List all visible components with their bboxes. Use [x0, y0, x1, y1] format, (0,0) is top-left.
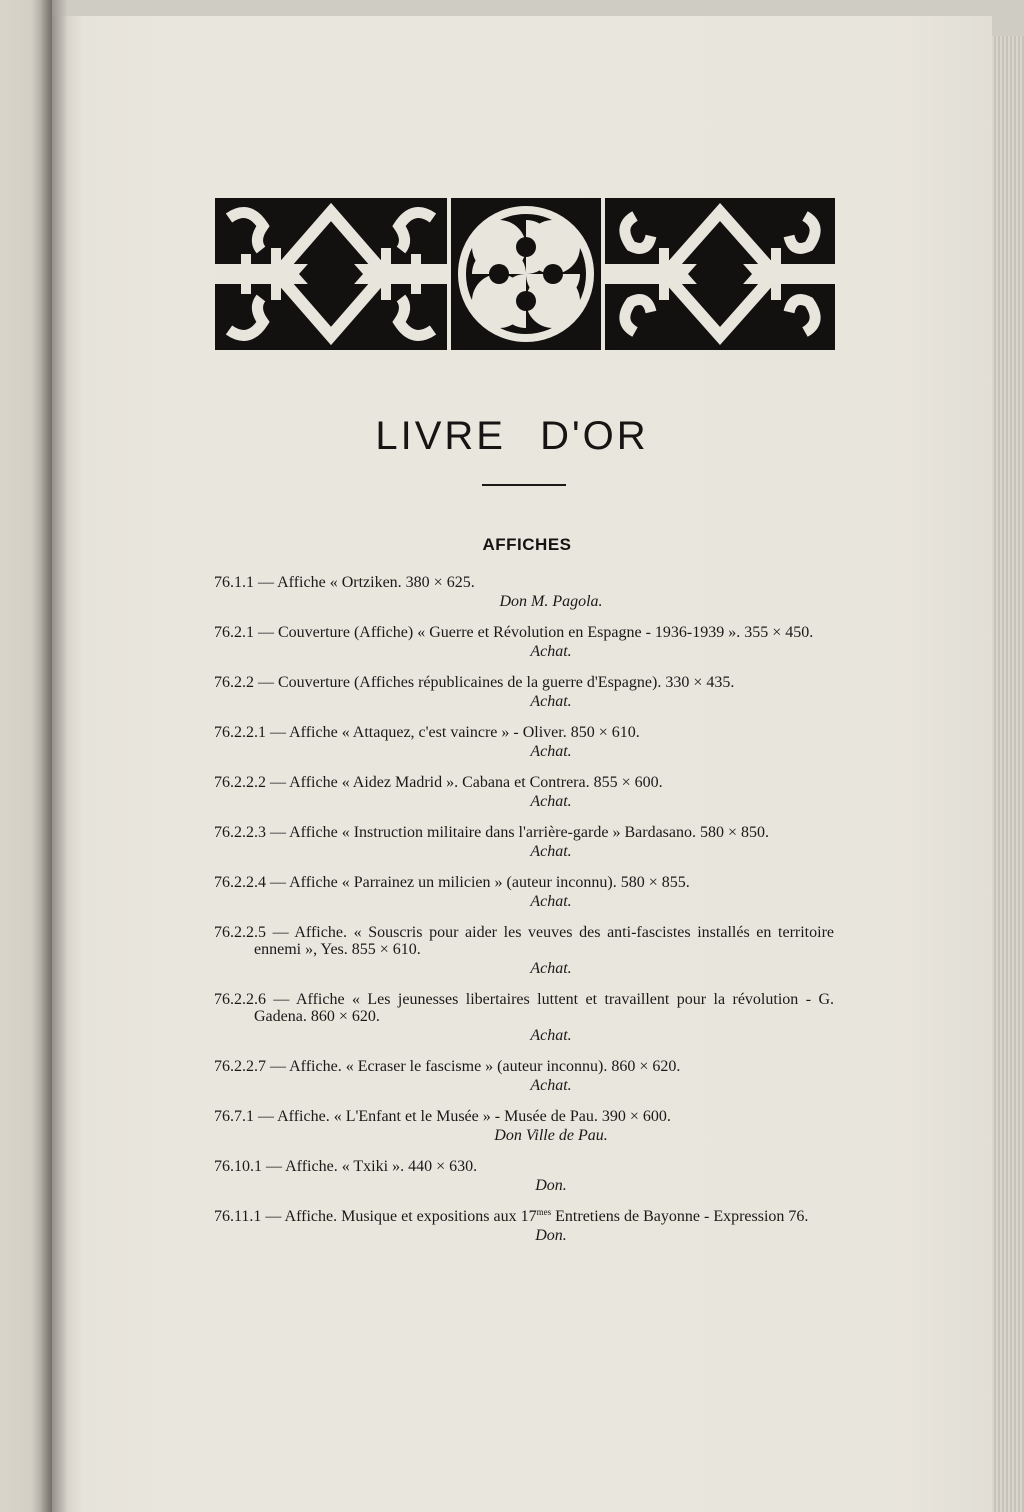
entry-text: 76.10.1 — Affiche. « Txiki ». 440 × 630. — [214, 1158, 478, 1175]
entry-source: Don Ville de Pau. — [494, 1127, 608, 1144]
entry-source: Don. — [535, 1227, 567, 1244]
entry-text — [214, 1208, 834, 1225]
entry-text: 76.2.2.6 — Affiche « Les jeunesses libertaires luttent et travaillent pour la révolution - G. Gadena. 860 × 620. — [214, 991, 834, 1025]
entry-text: 76.7.1 — Affiche. « L'Enfant et le Musée » - Musée de Pau. 390 × 600. — [214, 1108, 671, 1125]
entry-source: Achat. — [530, 893, 572, 910]
entry-source: Achat. — [530, 693, 572, 710]
entry-source: Achat. — [530, 960, 572, 977]
list-item — [214, 1208, 834, 1244]
entry-source: Don. — [535, 1177, 567, 1194]
list-item — [214, 574, 834, 610]
entry-source: Achat. — [530, 643, 572, 660]
list-item — [214, 924, 834, 977]
entry-text: 76.2.2.4 — Affiche « Parrainez un milicien » (auteur inconnu). 580 × 855. — [214, 874, 690, 891]
list-item — [214, 774, 834, 810]
entry-text-part: 76.11.1 — Affiche. Musique et expositions aux 17 — [214, 1208, 537, 1225]
entry-text: 76.2.2.7 — Affiche. « Ecraser le fascisme » (auteur inconnu). 860 × 620. — [214, 1058, 681, 1075]
list-item — [214, 1158, 834, 1194]
list-item — [214, 1108, 834, 1144]
ordinal-superscript: mes — [536, 1207, 552, 1217]
entry-list — [214, 574, 834, 1258]
entry-text: 76.2.2.2 — Affiche « Aidez Madrid ». Cabana et Contrera. 855 × 600. — [214, 774, 663, 791]
title-divider — [482, 484, 566, 486]
entry-source: Achat. — [530, 1027, 572, 1044]
entry-source: Achat. — [530, 843, 572, 860]
entry-text: 76.2.2.3 — Affiche « Instruction militaire dans l'arrière-garde » Bardasano. 580 × 850. — [214, 824, 770, 841]
page-title: LIVRE D'OR — [375, 414, 649, 458]
list-item — [214, 624, 834, 660]
entry-text-part: Entretiens de Bayonne - Expression 76. — [551, 1208, 809, 1225]
entry-source: Don M. Pagola. — [499, 593, 603, 610]
list-item — [214, 674, 834, 710]
list-item — [214, 724, 834, 760]
list-item — [214, 874, 834, 910]
entry-text: 76.2.2.5 — Affiche. « Souscris pour aider les veuves des anti-fascistes installés en territoire ennemi », Yes. 855 × 610. — [214, 924, 834, 958]
list-item — [214, 991, 834, 1044]
list-item — [214, 824, 834, 860]
section-heading: AFFICHES — [482, 535, 572, 554]
entry-source: Achat. — [530, 743, 572, 760]
entry-text: 76.2.2.1 — Affiche « Attaquez, c'est vaincre » - Oliver. 850 × 610. — [214, 724, 640, 741]
page-edges — [992, 36, 1024, 1512]
entry-text: 76.2.1 — Couverture (Affiche) « Guerre et Révolution en Espagne - 1936-1939 ». 355 × 450. — [214, 624, 814, 641]
list-item — [214, 1058, 834, 1094]
basque-ornament-banner — [215, 198, 835, 350]
entry-source: Achat. — [530, 793, 572, 810]
entry-text: 76.2.2 — Couverture (Affiches républicaines de la guerre d'Espagne). 330 × 435. — [214, 674, 735, 691]
entry-text: 76.1.1 — Affiche « Ortziken. 380 × 625. — [214, 574, 475, 591]
book-gutter — [40, 0, 68, 1512]
entry-source: Achat. — [530, 1077, 572, 1094]
